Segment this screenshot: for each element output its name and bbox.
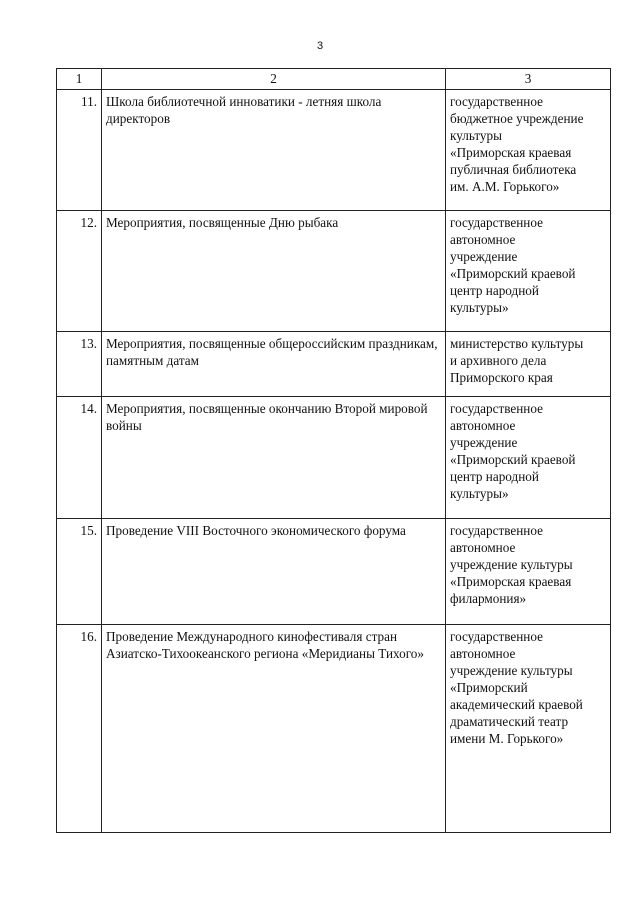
organizer-line: учреждение [450, 249, 518, 264]
organizer-line: учреждение [450, 435, 518, 450]
organizer-line: учреждение культуры [450, 557, 573, 572]
organizer [446, 625, 611, 833]
organizer-line: академический краевой [450, 697, 583, 712]
organizer-line: учреждение культуры [450, 663, 573, 678]
organizer-line: и архивного дела [450, 353, 547, 368]
table-row [57, 211, 611, 332]
table-row [57, 332, 611, 397]
row-number: 13. [57, 332, 102, 397]
organizer-line: центр народной [450, 283, 539, 298]
event-name: Мероприятия, посвященные окончанию Второй мировой войны [102, 397, 446, 519]
organizer-line: центр народной [450, 469, 539, 484]
organizer-line: «Приморский [450, 680, 528, 695]
organizer-line: филармония» [450, 591, 527, 606]
organizer-line: государственное [450, 94, 543, 109]
event-name: Мероприятия, посвященные Дню рыбака [102, 211, 446, 332]
organizer-line: автономное [450, 232, 516, 247]
event-name: Школа библиотечной инноватики - летняя школа директоров [102, 90, 446, 211]
event-name: Мероприятия, посвященные общероссийским праздникам, памятным датам [102, 332, 446, 397]
row-number: 11. [57, 90, 102, 211]
organizer-line: министерство культуры [450, 336, 584, 351]
organizer-line: драматический театр [450, 714, 569, 729]
organizer [446, 90, 611, 211]
organizer [446, 397, 611, 519]
table-row [57, 519, 611, 625]
row-number: 14. [57, 397, 102, 519]
organizer-line: государственное [450, 401, 543, 416]
events-table [56, 68, 611, 833]
organizer-line: им. А.М. Горького» [450, 179, 560, 194]
row-number: 12. [57, 211, 102, 332]
page-number: 3 [316, 40, 324, 52]
organizer-line: культуры» [450, 486, 509, 501]
organizer-line: государственное [450, 629, 543, 644]
event-name: Проведение Международного кинофестиваля стран Азиатско-Тихоокеанского региона «Меридианы Тихого» [102, 625, 446, 833]
organizer-line: имени М. Горького» [450, 731, 564, 746]
organizer-line: автономное [450, 418, 516, 433]
organizer-line: «Приморская краевая [450, 145, 572, 160]
row-number: 16. [57, 625, 102, 833]
table-row [57, 625, 611, 833]
column-header-organizer: 3 [446, 69, 611, 90]
organizer-line: культуры [450, 128, 502, 143]
table-row [57, 90, 611, 211]
table-header-row [57, 69, 611, 90]
organizer-line: бюджетное учреждение [450, 111, 584, 126]
organizer-line: государственное [450, 523, 543, 538]
organizer-line: автономное [450, 646, 516, 661]
organizer [446, 519, 611, 625]
row-number: 15. [57, 519, 102, 625]
column-header-event: 2 [102, 69, 446, 90]
organizer-line: автономное [450, 540, 516, 555]
organizer [446, 332, 611, 397]
organizer-line: культуры» [450, 300, 509, 315]
organizer [446, 211, 611, 332]
organizer-line: публичная библиотека [450, 162, 577, 177]
organizer-line: «Приморский краевой [450, 452, 576, 467]
column-header-number: 1 [57, 69, 102, 90]
table-row [57, 397, 611, 519]
organizer-line: «Приморский краевой [450, 266, 576, 281]
event-name: Проведение VIII Восточного экономического форума [102, 519, 446, 625]
organizer-line: Приморского края [450, 370, 553, 385]
organizer-line: государственное [450, 215, 543, 230]
organizer-line: «Приморская краевая [450, 574, 572, 589]
